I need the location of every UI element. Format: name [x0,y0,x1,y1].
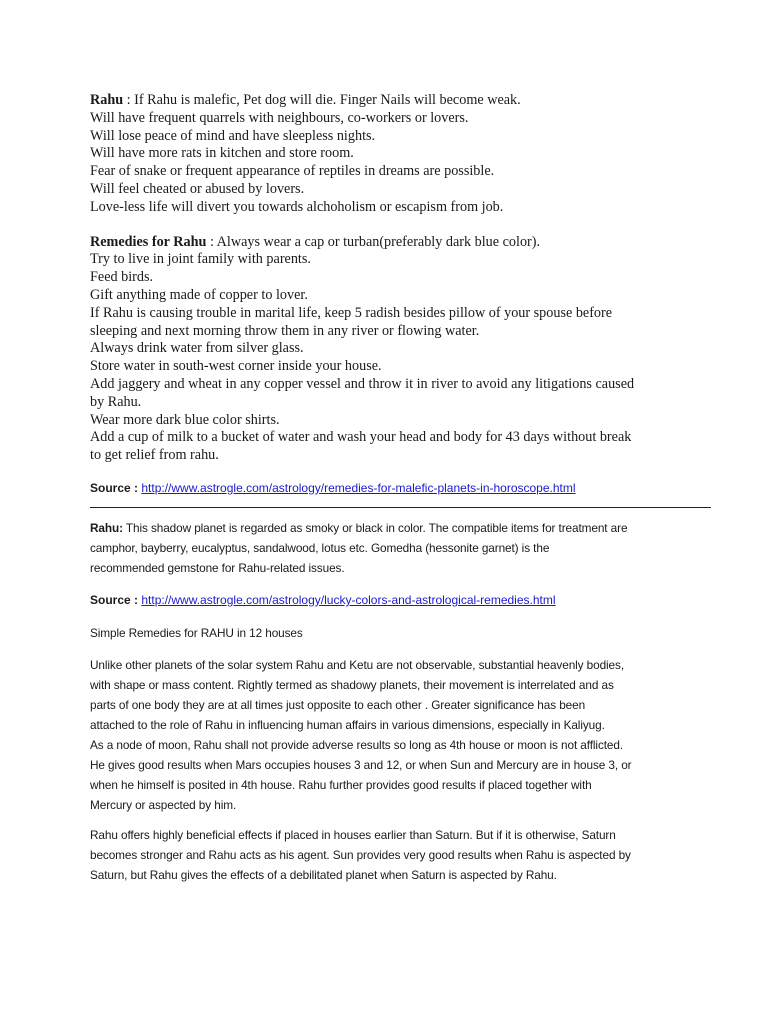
shadow-text: This shadow planet is regarded as smoky or black in color. The compatible items for treatment are [122,520,628,535]
houses-paragraph-2 [90,825,710,885]
remedies-section [90,234,710,465]
source-1 [90,479,710,497]
shadow-line: recommended gemstone for Rahu-related issues. [90,560,345,575]
houses-p1-line: parts of one body they are at all times just opposite to each other . Greater significance has been [90,697,586,712]
remedy-line: Wear more dark blue color shirts. [90,411,280,428]
houses-p1-line: when he himself is posited in 4th house. Rahu further provides good results if placed together with [90,777,592,792]
shadow-planet-section [90,518,710,578]
rahu-first-line [90,92,710,110]
rahu-effect-line: Will lose peace of mind and have sleepless nights. [90,127,376,144]
rahu-effect-line: Will feel cheated or abused by lovers. [90,180,305,197]
rahu-effect-line: Will have more rats in kitchen and store room. [90,145,354,162]
houses-p2-line: becomes stronger and Rahu acts as his agent. Sun provides very good results when Rahu is aspected by [90,847,631,862]
remedy-line: If Rahu is causing trouble in marital life, keep 5 radish besides pillow of your spouse before [90,304,613,321]
remedies-intro-text: : Always wear a cap or turban(preferably dark blue color). [206,233,541,250]
houses-heading: Simple Remedies for RAHU in 12 houses [90,625,303,640]
rahu-label: Rahu [90,92,124,108]
remedy-line: Add a cup of milk to a bucket of water and wash your head and body for 43 days without break [90,429,632,446]
houses-p1-line: attached to the role of Rahu in influencing human affairs in various dimensions, especially in Kaliyug. [90,717,605,732]
document-page [90,92,710,895]
houses-section [90,623,710,885]
remedy-line: Try to live in joint family with parents. [90,251,311,268]
section-divider [90,507,711,508]
remedy-line: Feed birds. [90,269,154,286]
remedy-line: sleeping and next morning throw them in any river or flowing water. [90,322,480,339]
remedy-line: Store water in south-west corner inside your house. [90,358,382,375]
shadow-first-line [90,518,710,538]
houses-p1-line: As a node of moon, Rahu shall not provide adverse results so long as 4th house or moon is not afflicted. [90,737,624,752]
rahu-intro-text: : If Rahu is malefic, Pet dog will die. Finger Nails will become weak. [123,92,521,108]
houses-paragraph-1 [90,655,710,815]
remedies-first-line [90,234,710,252]
source-2-link[interactable]: http://www.astrogle.com/astrology/lucky-colors-and-astrological-remedies.html [141,592,556,607]
source-1-link[interactable]: http://www.astrogle.com/astrology/remedies-for-malefic-planets-in-horoscope.html [141,480,576,495]
houses-p2-line: Rahu offers highly beneficial effects if placed in houses earlier than Saturn. But if it is otherwise, Saturn [90,827,616,842]
rahu-effect-line: Fear of snake or frequent appearance of reptiles in dreams are possible. [90,163,495,180]
remedy-line: by Rahu. [90,393,142,410]
remedy-line: Always drink water from silver glass. [90,340,304,357]
remedy-line: Add jaggery and wheat in any copper vessel and throw it in river to avoid any litigations caused [90,375,635,392]
remedies-label: Remedies for Rahu [90,233,207,250]
source-2 [90,591,710,609]
rahu-effect-line: Love-less life will divert you towards alchoholism or escapism from job. [90,198,504,215]
houses-p1-line: with shape or mass content. Rightly termed as shadowy planets, their movement is interrelated and as [90,677,614,692]
shadow-line: camphor, bayberry, eucalyptus, sandalwood, lotus etc. Gomedha (hessonite garnet) is the [90,540,550,555]
rahu-effect-line: Will have frequent quarrels with neighbours, co-workers or lovers. [90,109,469,126]
rahu-effects-section [90,92,710,217]
source-1-label: Source : [90,480,142,495]
houses-p1-line: Mercury or aspected by him. [90,797,237,812]
houses-p2-line: Saturn, but Rahu gives the effects of a debilitated planet when Saturn is aspected by Rahu. [90,867,557,882]
shadow-label: Rahu: [90,520,123,535]
houses-p1-line: Unlike other planets of the solar system Rahu and Ketu are not observable, substantial heavenly bodies, [90,657,624,672]
source-2-label: Source : [90,592,142,607]
remedy-line: Gift anything made of copper to lover. [90,286,308,303]
remedy-line: to get relief from rahu. [90,447,219,464]
houses-p1-line: He gives good results when Mars occupies houses 3 and 12, or when Sun and Mercury are in house 3, or [90,757,632,772]
